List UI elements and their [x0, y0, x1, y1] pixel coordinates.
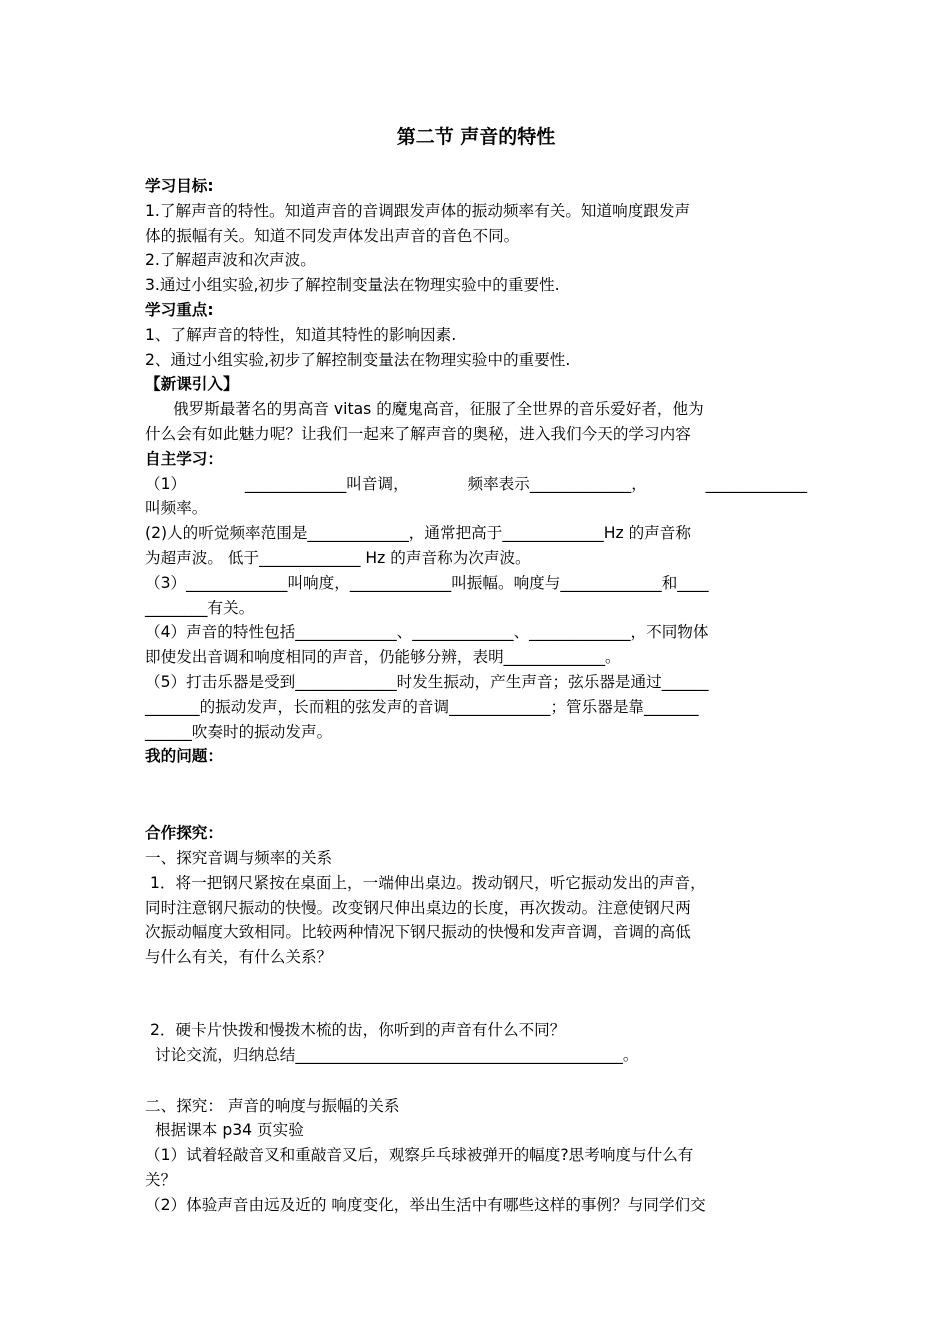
part-2-line: （2）体验声音由远及近的 响度变化，举出生活中有哪些这样的事例？与同学们交 — [145, 1195, 706, 1214]
question-1-blank-end: _____________ — [705, 474, 807, 493]
item-1-line: 与什么有关，有什么关系？ — [145, 948, 333, 967]
key-point-line: 2、通过小组实验,初步了解控制变量法在物理实验中的重要性. — [145, 350, 571, 369]
question-1-line — [145, 472, 807, 497]
intro-line: 什么会有如此魅力呢？让我们一起来了解声音的奥秘，进入我们今天的学习内容 — [145, 424, 691, 443]
part-2-title: 二、探究： 声音的响度与振幅的关系 — [145, 1096, 400, 1115]
self-study-line: 叫频率。 — [145, 499, 208, 518]
self-study-line: _______的振动发声，长而粗的弦发声的音调_____________；管乐器是靠_______ — [145, 697, 699, 716]
answer-space — [145, 970, 807, 1018]
answer-space — [145, 769, 807, 821]
objective-line: 2.了解超声波和次声波。 — [145, 251, 316, 270]
self-study-line: (2)人的听觉频率范围是_____________，通常把高于_____________Hz 的声音称 — [145, 524, 691, 543]
objective-line: 1.了解声音的特性。知道声音的音调跟发声体的振动频率有关。知道响度跟发声 — [145, 201, 691, 220]
self-study-line: （3）_____________叫响度，_____________叫振幅。响度与_____________和____ — [145, 573, 709, 592]
my-questions-heading: 我的问题： — [145, 747, 223, 766]
question-1-number: （1） — [145, 474, 187, 493]
page-title: 第二节 声音的特性 — [396, 126, 556, 148]
self-study-line: （4）声音的特性包括_____________、_____________、_____________，不同物体 — [145, 623, 709, 642]
self-study-line: 为超声波。 低于_____________ Hz 的声音称为次声波。 — [145, 548, 531, 567]
self-study-line: （5）打击乐器是受到_____________时发生振动，产生声音；弦乐器是通过______ — [145, 672, 709, 691]
self-study-line: ______吹奏时的振动发声。 — [145, 722, 333, 741]
answer-space — [145, 1068, 807, 1094]
part-2-line: （1）试着轻敲音叉和重敲音叉后，观察乒乓球被弹开的幅度?思考响度与什么有 — [145, 1146, 694, 1165]
worksheet-page — [145, 122, 807, 1217]
self-study-line: 即使发出音调和响度相同的声音，仍能够分辨，表明_____________。 — [145, 648, 621, 667]
self-study-line: ________有关。 — [145, 598, 255, 617]
objective-line: 体的振幅有关。知道不同发声体发出声音的音色不同。 — [145, 226, 520, 245]
item-1-line: 次振动幅度大致相同。比较两种情况下钢尺振动的快慢和发声音调，音调的高低 — [145, 923, 691, 942]
cooperative-heading: 合作探究： — [145, 824, 223, 843]
key-point-line: 1、了解声音的特性，知道其特性的影响因素. — [145, 325, 457, 344]
objectives-heading: 学习目标: — [145, 177, 214, 195]
question-1-blank-frequency: 频率表示_____________， — [467, 474, 647, 493]
self-study-heading: 自主学习： — [145, 449, 223, 468]
part-1-title: 一、探究音调与频率的关系 — [145, 848, 333, 867]
part-2-reference: 根据课本 p34 页实验 — [155, 1121, 304, 1140]
item-1-line: 同时注意钢尺振动的快慢。改变钢尺伸出桌边的长度，再次拨动。注意使钢尺两 — [145, 898, 691, 917]
item-2-line: 2．硬卡片快拨和慢拨木梳的齿，你听到的声音有什么不同？ — [150, 1020, 566, 1039]
item-1-line: 1．将一把钢尺紧按在桌面上，一端伸出桌边。拨动钢尺，听它振动发出的声音， — [150, 873, 706, 892]
objective-line: 3.通过小组实验,初步了解控制变量法在物理实验中的重要性. — [145, 276, 560, 295]
question-1-blank-pitch: _____________叫音调， — [244, 474, 409, 493]
part-2-line: 关？ — [145, 1170, 177, 1189]
intro-line: 俄罗斯最著名的男高音 vitas 的魔鬼高音，征服了全世界的音乐爱好者，他为 — [173, 400, 704, 419]
intro-heading: 【新课引入】 — [145, 375, 239, 394]
key-points-heading: 学习重点: — [145, 300, 214, 319]
discussion-line: 讨论交流，归纳总结__________________________________________。 — [155, 1045, 639, 1064]
